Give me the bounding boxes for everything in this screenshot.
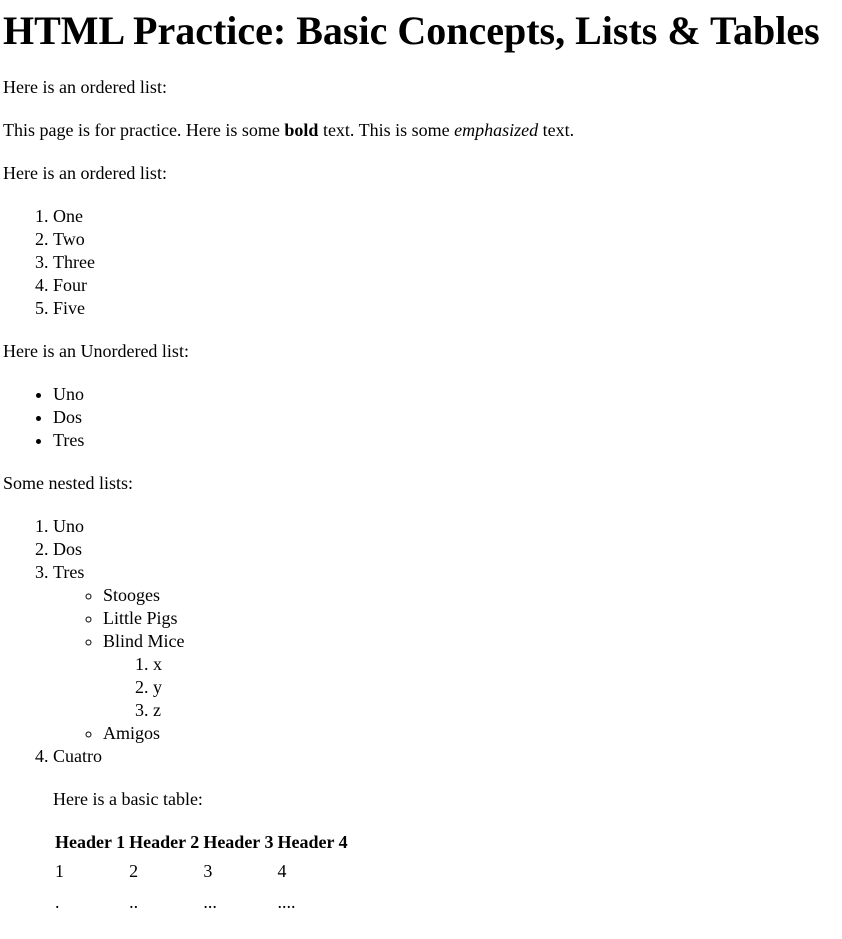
list-item: 3. z (153, 699, 839, 722)
list-item (103, 630, 839, 722)
ordered-list (3, 205, 839, 320)
table-cell: .. (129, 892, 139, 912)
unordered-list (3, 383, 839, 452)
list-item (53, 561, 839, 745)
basic-table (51, 827, 352, 919)
table-header: Header 1 (55, 832, 126, 852)
table-cell: 2 (129, 861, 139, 881)
table-row (55, 857, 348, 886)
emphasized-text: emphasized (454, 120, 539, 140)
table-header: Header 3 (203, 832, 274, 852)
table-intro: Here is a basic table: (53, 789, 203, 809)
list-item: 3. Three (53, 251, 839, 274)
list-item: • Uno (53, 383, 839, 406)
table-cell: .... (277, 892, 296, 912)
unordered-list-intro: Here is an Unordered list: (3, 341, 189, 361)
table-cell: . (55, 892, 60, 912)
list-item (53, 745, 839, 919)
table-row (55, 888, 348, 917)
sub-list (53, 584, 839, 745)
nested-list (3, 515, 839, 919)
list-item: 1. Uno (53, 515, 839, 538)
ordered-list-intro: Here is an ordered list: (3, 163, 167, 183)
list-item: 2. Dos (53, 538, 839, 561)
list-item: 5. Five (53, 297, 839, 320)
table-header: Header 2 (129, 832, 200, 852)
list-item-label: Blind Mice (103, 631, 185, 651)
bold-text: bold (284, 120, 319, 140)
table-header: Header 4 (277, 832, 348, 852)
table-cell: 1 (55, 861, 64, 881)
list-item: • Dos (53, 406, 839, 429)
sub-sub-list (103, 653, 839, 722)
text: text. This is some (318, 120, 455, 140)
list-item: 2. y (153, 676, 839, 699)
list-item: 1. x (153, 653, 839, 676)
list-item: ◦ Amigos (103, 722, 839, 745)
page-title: HTML Practice: Basic Concepts, Lists & Tables (3, 8, 820, 53)
list-item: 4. Four (53, 274, 839, 297)
list-item: • Tres (53, 429, 839, 452)
nested-list-intro: Some nested lists: (3, 473, 133, 493)
list-item-label: Tres (53, 562, 85, 582)
table-header-row (55, 829, 348, 855)
list-item: 1. One (53, 205, 839, 228)
table-cell: 3 (203, 861, 213, 881)
text: This page is for practice. Here is some (3, 120, 285, 140)
table-cell: ... (203, 892, 217, 912)
text: text. (538, 120, 575, 140)
table-cell: 4 (277, 861, 287, 881)
intro-paragraph: Here is an ordered list: (3, 77, 167, 97)
list-item-label: Cuatro (53, 746, 102, 766)
list-item: ◦ Stooges (103, 584, 839, 607)
list-item: 2. Two (53, 228, 839, 251)
practice-paragraph (3, 119, 839, 142)
list-item: ◦ Little Pigs (103, 607, 839, 630)
table-section (53, 788, 839, 919)
